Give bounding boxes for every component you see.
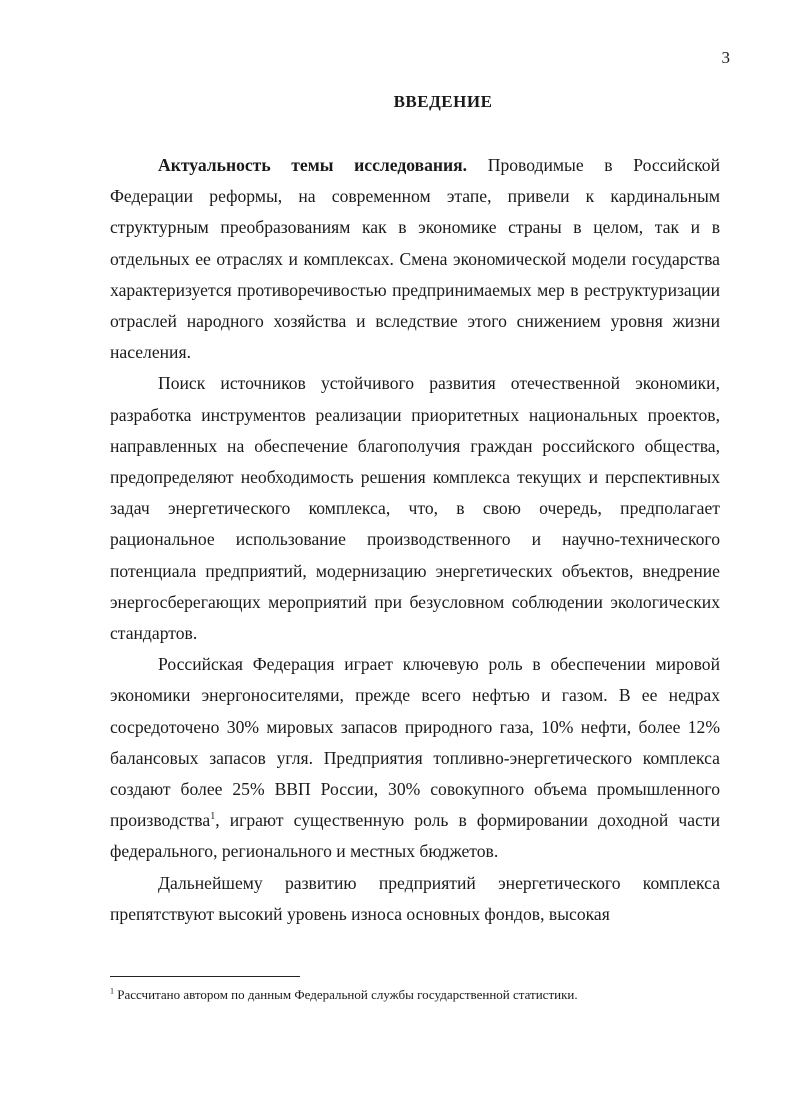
paragraph-text: Дальнейшему развитию предприятий энергетического комплекса препятствуют высокий уровень износа основных фондов, высокая [110, 872, 720, 924]
footnote-separator [110, 976, 300, 977]
footnote [110, 986, 730, 1004]
paragraph-lead: Актуальность темы исследования. [158, 155, 468, 175]
paragraph-relevance [110, 150, 720, 368]
paragraph-russia-role [110, 649, 720, 867]
section-title: ВВЕДЕНИЕ [393, 92, 493, 111]
body-text [110, 150, 720, 930]
footnote-reference: 1 [210, 811, 216, 823]
page-number: 3 [721, 48, 730, 67]
paragraph-text: Проводимые в Российской Федерации реформы, на современном этапе, привели к кардинальным структурным преобразованиям как в экономике страны в целом, так и в отдельных ее отраслях и комплексах. Смена экономической модели государства характеризуется противоречивостью предпринимаемых мер в реструктуризации отраслей народного хозяйства и вследствие этого снижением уровня жизни населения. [110, 155, 720, 363]
footnote-mark: 1 [110, 986, 114, 996]
paragraph-text: Российская Федерация играет ключевую роль в обеспечении мировой экономики энергоносителями, прежде всего нефтью и газом. В ее недрах сосредоточено 30% мировых запасов природного газа, 10% нефти, более 12% балансовых запасов угля. Предприятия топливно-энергетического комплекса создают более 25% ВВП России, 30% совокупного объема промышленного производства [110, 654, 720, 831]
paragraph-text: Поиск источников устойчивого развития отечественной экономики, разработка инструментов реализации приоритетных национальных проектов, направленных на обеспечение благополучия граждан российского общества, предопределяют необходимость решения комплекса текущих и перспективных задач энергетического комплекса, что, в свою очередь, предполагает рациональное использование производственного и научно-технического потенциала предприятий, модернизацию энергетических объектов, внедрение энергосберегающих мероприятий при безусловном соблюдении экологических стандартов. [110, 373, 720, 644]
paragraph-development [110, 368, 720, 649]
footnote-text: Рассчитано автором по данным Федеральной службы государственной статистики. [114, 987, 578, 1002]
paragraph-text: , играют существенную роль в формировании доходной части федерального, регионального и местных бюджетов. [110, 810, 720, 862]
paragraph-obstacles [110, 868, 720, 930]
